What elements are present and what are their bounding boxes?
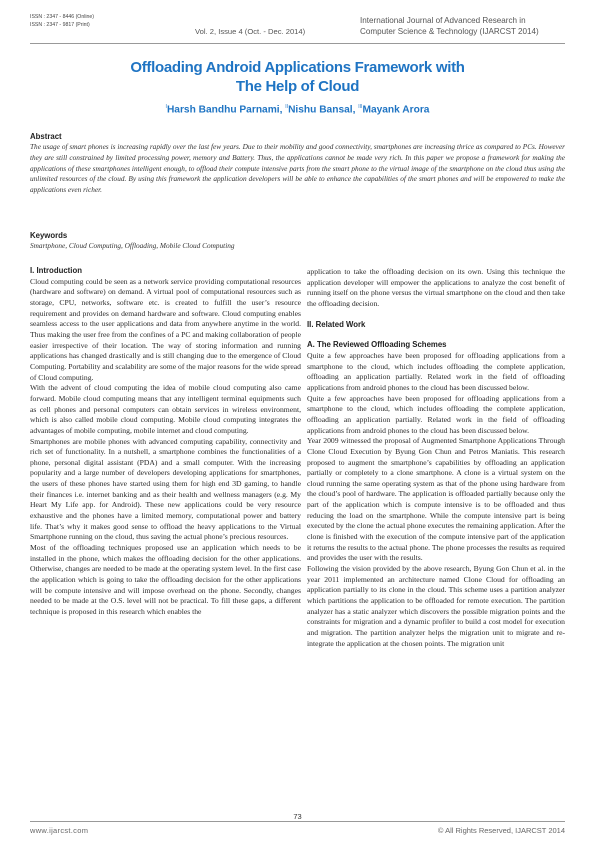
abstract-text: The usage of smart phones is increasing rapidly over the last few years. Due to their mobility and good connectivity, smartphones are increasing thrice as compared to PCs. However they are still constrained by limited processing power, memory and Battery. Thus, the applications cannot be made very rich. In this paper we propose a framework for making the applications of these smartphones intelligent enough, to offload their compute intensive parts from the smart phone to the virtual image of the smartphone on the cloud thus using the unlimited resources of the cloud. By using this framework the application developers will be able to enhance the capabilities of the smart phones and will be empowered to make the applications even richer. [30,142,565,195]
title-line2: The Help of Cloud [235,78,360,95]
keywords-text: Smartphone, Cloud Computing, Offloading, Mobile Cloud Computing [30,241,235,250]
footer-rights: © All Rights Reserved, IJARCST 2014 [437,826,565,835]
left-column [30,266,301,618]
section-heading-related-work: II. Related Work [307,319,366,329]
section-heading-introduction: I. Introduction [30,266,82,275]
paragraph: Smartphones are mobile phones with advanced computing capability, connectivity and rich set of functionality. In a nutshell, a smartphone combines the functionalities of a phone, personal digital assistant (PDA) and a small computer. With the increasing popularity and a large number of developers developing applications for smartphones, the users of these phones have started using them for high end 3D gaming, to handle their finances i.e. internet banking and as their health and wellness managers (e.g. My Heart My Life app. for Android). These new applications could be very resource exhaustive and the phones have a limited memory, computational power and battery life. That’s why it makes good sense to offload the heavy applications to the Virtual Smartphone running on the cloud, thus saving the actual phone’s precious resources. [30,436,301,542]
paragraph: Year 2009 witnessed the proposal of Augmented Smartphone Applications Through Clone Cloud Execution by Byung Gon Chun and Petros Maniatis. This research proposed to augment the smartphone’s capabilities by offloading an application partially or completely to a clone smartphone. A clone is a virtual system on the cloud running the same operating system as that of the phone using hardware from the cloud’s pool of hardware. The application is offloaded partially because only the part of the application which is compute intensive is to be offloaded and thus reducing the load on the smartphone. While the compute intensive part is being executed by the clone the actual phone executes the remaining application. After the clone is finished with the execution of the compute intensive part of the application it returns the results to the actual phone. The phone processes the results as required and provides the user with the results. [307,436,565,563]
paragraph: With the advent of cloud computing the idea of mobile cloud computing also came forward. Mobile cloud computing means that any intelligent terminal equipments such as cell phones and personal computers can obtain services in wireless environment, which is also called mobile cloud computing. Mobile cloud computing integrates the advantages of mobile computing, mobile internet and cloud computing. [30,383,301,435]
journal-name-line1: International Journal of Advanced Research in [360,16,526,25]
author-affiliation-mark: III [358,104,363,110]
footer-rule [30,821,565,822]
paragraph: Cloud computing could be seen as a network service providing computational resources (hardware and software) on demand. A virtual pool of computational resources such as storage, CPU, networks, software etc. is created to fulfill the user’s resource requirement and provides on demand hardware and software. Cloud computing enables seamless access to the user applications and data from anywhere anytime in the world. Thus making the user free from the confines of a PC and making collaboration of people easier irrespective of their location. The way of storing information and running applications has changed drastically and is still changing due to the emergence of Cloud Computing. Portability and scalability are some of the major reasons for the wide spread of Cloud computing. [30,276,301,382]
author-name: Harsh Bandhu Parnami, [166,104,283,116]
paragraph: Most of the offloading techniques proposed use an application which needs to be installed in the phone, which makes the offloading decision for the other applications. Otherwise, changes are needed to be made at the operating system level. In the first case the application which is going to take the offloading decision for the other applications will be compute intensive and will impose overhead on the phone. Secondly, changes needed to be made at the O.S. level will not be practical. To fill these gaps, a different technique is proposed in this research which enables the [30,543,301,616]
title-line1: Offloading Android Applications Framework with [130,59,465,76]
journal-name [360,15,565,37]
abstract-heading: Abstract [30,132,62,141]
paragraph: Quite a few approaches have been proposed for offloading applications from a smartphone to the cloud, which includes offloading the complete application, offloading an application partially. Related work in the field of offloading applications from android phones to the cloud has been discussed below. [307,393,565,435]
page-number: 73 [293,812,302,821]
issn-block [30,13,94,29]
keywords-heading: Keywords [30,231,68,240]
issn-print: ISSN : 2347 - 9817 (Print) [30,22,90,28]
footer-website: www.ijarcst.com [30,826,89,835]
author-name: Nishu Bansal, [288,104,356,116]
volume-issue: Vol. 2, Issue 4 (Oct. - Dec. 2014) [195,27,306,36]
author-list [40,104,555,115]
right-column [307,267,565,649]
author-affiliation-mark: II [285,104,289,110]
header-rule [30,43,565,44]
subsection-heading: A. The Reviewed Offloading Schemes [307,340,447,350]
paper-title [40,58,555,96]
paragraph: Following the vision provided by the above research, Byung Gon Chun et al. in the year 2011 implemented an architecture named Clone Cloud for offloading an application partially to its clone in the cloud. This scheme uses a partition analyzer which partitions the application to be offloaded for remote execution. The partition analyzer has a static analyzer which discovers the possible migration points and the constraints for migration and a dynamic profiler to build a cost model for execution and migration. The partition analyzer helps the migration unit to migrate and re-integrate the application at the chosen points. The migration unit [307,564,565,648]
journal-name-line2: Computer Science & Technology (IJARCST 2014) [360,27,539,36]
paragraph: application to take the offloading decision on its own. Using this technique the application developer will empower the applications to analyze the cost benefit of running itself on the phone versus the virtual smartphone on the cloud and then take the offloading decision. [307,267,565,308]
page-header [30,10,565,40]
author-name: Mayank Arora [362,104,430,116]
issn-online: ISSN : 2347 - 8446 (Online) [30,14,95,20]
author-affiliation-mark: I [165,104,167,110]
paragraph: Quite a few approaches have been proposed for offloading applications from a smartphone to the cloud, which includes offloading the complete application, offloading an application partially. Related work in the field of offloading applications from android phones to the cloud has been discussed below. [307,350,565,392]
